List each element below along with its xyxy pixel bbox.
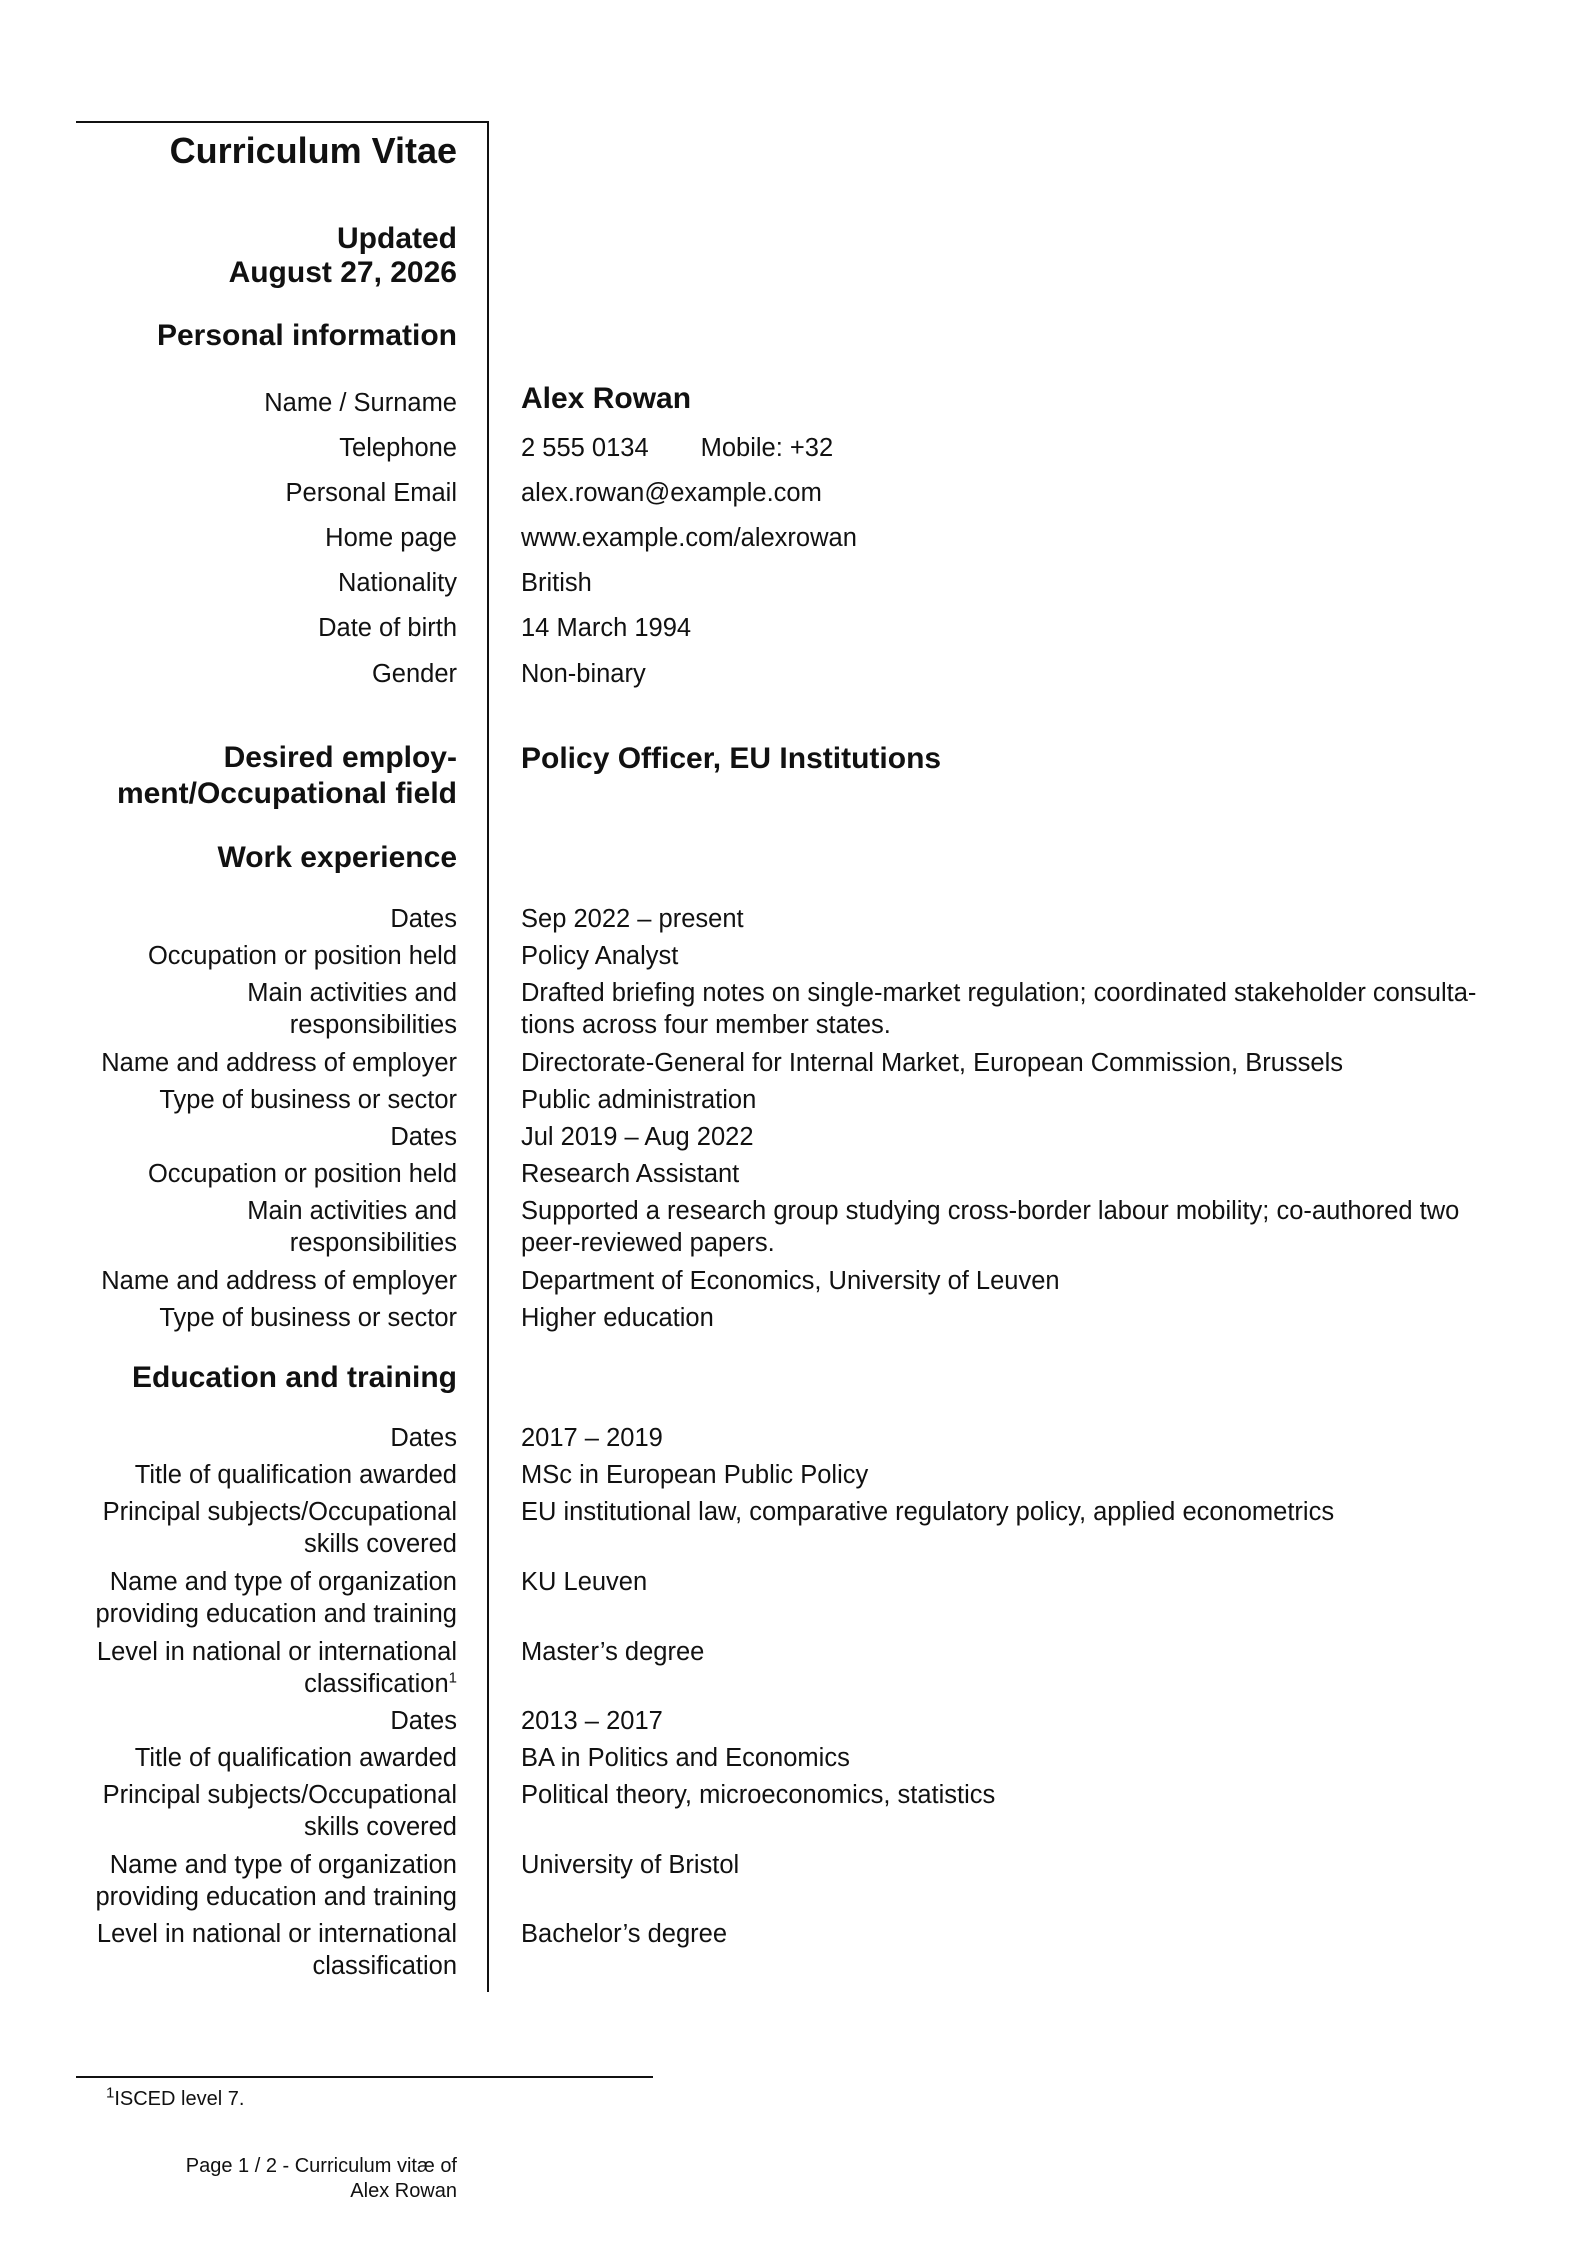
work-sector-value: Public administration [521,1086,757,1114]
label-text: classification [304,1670,449,1698]
edu-label-level [97,1918,457,1982]
footnote-marker[interactable]: 1 [448,1669,457,1687]
gender-value: Non-binary [521,660,646,688]
top-rule [76,121,488,123]
edu-label-subjects [103,1779,457,1843]
work-activities-value [521,1195,1521,1259]
cv-title: Curriculum Vitae [169,130,457,171]
label-line: Main activities and [247,1197,457,1225]
work-occupation-value: Research Assistant [521,1160,740,1188]
column-divider [487,121,489,1992]
edu-qualification-value: BA in Politics and Economics [521,1744,850,1772]
email-link[interactable]: alex.rowan@example.com [521,479,822,507]
work-label-employer: Name and address of employer [101,1267,457,1295]
label-line: Principal subjects/Occupational [102,1498,457,1526]
footnote-rule [76,2076,653,2078]
edu-label-dates: Dates [390,1707,457,1735]
work-label-dates: Dates [390,1123,457,1151]
edu-label-qualification: Title of qualification awarded [134,1461,457,1489]
work-activities-value [521,977,1521,1041]
label-email: Personal Email [285,479,457,507]
label-line: Name and type of organization [109,1851,457,1879]
label-line: Principal subjects/Occupational [102,1781,457,1809]
page-footer-line1: Page 1 / 2 - Curriculum vitæ of [185,2155,457,2177]
work-employer-value: Directorate-General for Internal Market, European Commission, Brussels [521,1049,1343,1077]
edu-organization-value: KU Leuven [521,1568,648,1596]
edu-label-organization [95,1566,457,1630]
label-line: Main activities and [247,979,457,1007]
edu-label-subjects [103,1496,457,1560]
desired-label-line2: ment/Occupational field [116,777,457,810]
label-name: Name / Surname [264,389,457,417]
value-line: Drafted briefing notes on single-market regulation; coordinated stakeholder consulta- [521,979,1477,1007]
section-work-heading: Work experience [217,841,457,874]
work-employer-value: Department of Economics, University of Leuven [521,1267,1060,1295]
person-name: Alex Rowan [521,382,692,415]
work-label-activities [247,1195,457,1259]
telephone-value [521,432,1521,464]
label-line: skills covered [303,1813,457,1841]
label-nationality: Nationality [337,569,457,597]
updated-label: Updated [337,222,457,255]
work-dates-value: Sep 2022 – present [521,905,744,933]
telephone-number: 2 555 0134 [521,434,649,462]
work-label-dates: Dates [390,905,457,933]
label-line: providing education and training [95,1883,457,1911]
work-label-occupation: Occupation or position held [147,942,457,970]
desired-label-line1: Desired employ- [223,741,457,774]
edu-label-qualification: Title of qualification awarded [134,1744,457,1772]
footnote-text: ISCED level 7. [114,2088,245,2110]
label-line: providing education and training [95,1600,457,1628]
work-label-occupation: Occupation or position held [147,1160,457,1188]
label-homepage: Home page [325,524,457,552]
desired-employment-label [117,740,457,812]
work-occupation-value: Policy Analyst [521,942,679,970]
edu-level-value: Bachelor’s degree [521,1920,728,1948]
homepage-link[interactable]: www.example.com/alexrowan [521,524,857,552]
section-personal-heading: Personal information [156,319,457,352]
edu-label-dates: Dates [390,1424,457,1452]
label-line: Level in national or international [96,1638,457,1666]
label-line: skills covered [303,1530,457,1558]
page-footer [186,2154,457,2204]
work-label-employer: Name and address of employer [101,1049,457,1077]
updated-date: August 27, 2026 [228,256,457,289]
page-footer-line2: Alex Rowan [350,2180,457,2202]
label-line: responsibilities [289,1229,457,1257]
edu-label-level [97,1636,457,1700]
label-line: Name and type of organization [109,1568,457,1596]
value-line: Supported a research group studying cross-border labour mobility; co-authored two [521,1197,1460,1225]
value-line: peer-reviewed papers. [521,1229,775,1257]
edu-level-value: Master’s degree [521,1638,705,1666]
label-line: Level in national or international [96,1920,457,1948]
desired-employment-value: Policy Officer, EU Institutions [521,742,942,775]
edu-qualification-value: MSc in European Public Policy [521,1461,869,1489]
edu-subjects-value: Political theory, microeconomics, statistics [521,1781,996,1809]
work-label-sector: Type of business or sector [159,1304,457,1332]
mobile-number: Mobile: +32 [700,434,834,462]
work-label-activities [247,977,457,1041]
footnote [106,2084,245,2111]
work-label-sector: Type of business or sector [159,1086,457,1114]
label-dob: Date of birth [318,614,457,642]
label-line: responsibilities [289,1011,457,1039]
footnote-number: 1 [106,2084,115,2102]
edu-organization-value: University of Bristol [521,1851,740,1879]
edu-subjects-value: EU institutional law, comparative regulatory policy, applied econometrics [521,1498,1335,1526]
label-telephone: Telephone [339,434,457,462]
work-sector-value: Higher education [521,1304,714,1332]
work-dates-value: Jul 2019 – Aug 2022 [521,1123,754,1151]
label-gender: Gender [371,660,457,688]
section-education-heading: Education and training [131,1361,457,1394]
edu-dates-value: 2017 – 2019 [521,1424,663,1452]
updated-block [229,222,457,290]
dob-value: 14 March 1994 [521,614,692,642]
label-line: classification [312,1952,457,1980]
value-line: tions across four member states. [521,1011,891,1039]
edu-label-organization [95,1849,457,1913]
edu-dates-value: 2013 – 2017 [521,1707,663,1735]
label-line [97,1668,457,1700]
nationality-value: British [521,569,592,597]
